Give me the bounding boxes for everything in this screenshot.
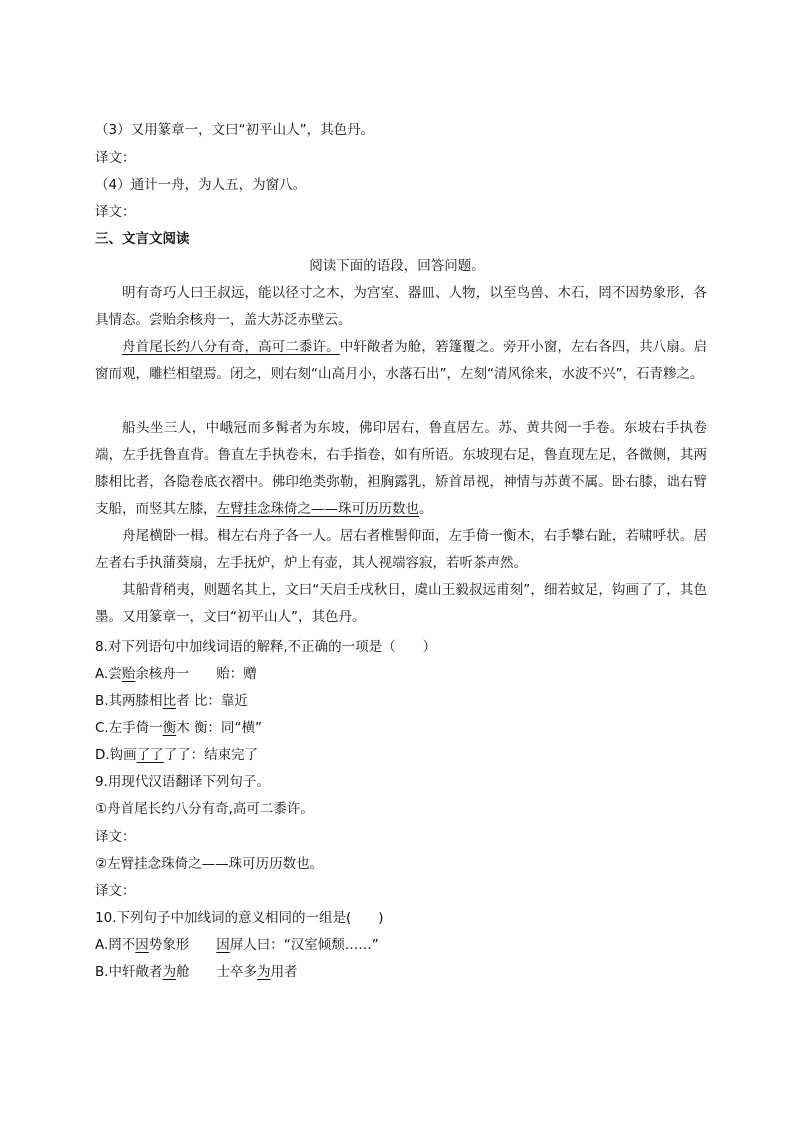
passage-paragraph-4: 舟尾横卧一楫。楫左右舟子各一人。居右者椎髻仰面，左手倚一衡木，右手攀右趾，若啸呼状。居左者右手执蒲葵扇，左手抚炉，炉上有壶，其人视端容寂，若听茶声然。 — [95, 528, 707, 571]
section-title: 三、文言文阅读 — [95, 231, 190, 247]
paragraph-text: 中轩敞者为舱，箬篷覆之。旁开小窗，左右各四，共八扇。启窗而观，雕栏相望焉。闭之，则右刻“山高月小，水落石出”，左刻“清风徐来，水波不兴”，石青糁之。 — [95, 339, 708, 382]
question-9-sentence-1: ①舟首尾长约八分有奇,高可二黍许。 — [95, 801, 314, 817]
question-8-option-d: D.钩画了了了了：结束完了 — [95, 747, 259, 763]
paragraph-text: 船头坐三人，中峨冠而多髯者为东坡，佛印居右，鲁直居左。苏、黄共阅一手卷。东坡右手执卷端，左手抚鲁直背。鲁直左手执卷末，右手指卷，如有所语。东坡现右足，鲁直现左足，各微侧，其两膝相比者，各隐卷底衣褶中。佛印绝类弥勒，袒胸露乳，矫首昂视，神情与苏黄不属。卧右膝，诎右臂支船，而竖其左膝， — [95, 420, 707, 517]
question-9-stem: 9.用现代汉语翻译下列句子。 — [95, 774, 270, 790]
passage-paragraph-1: 明有奇巧人曰王叔远，能以径寸之木，为宫室、器皿、人物，以至鸟兽、木石，罔不因势象形，各具情态。尝贻余核舟一，盖大苏泛赤壁云。 — [95, 285, 707, 328]
paragraph-text: 。 — [419, 501, 433, 517]
underlined-word: 比 — [162, 693, 177, 709]
underlined-word: 因 — [216, 937, 230, 953]
question-4-4-line: （4）通计一舟，为人五，为窗八。 — [95, 177, 307, 193]
underlined-sentence: 左臂挂念珠倚之——珠可历历数也 — [216, 501, 419, 517]
underlined-sentence: 舟首尾长约八分有奇，高可二黍许。 — [122, 339, 340, 355]
passage-paragraph-2 — [95, 334, 707, 388]
question-8-option-c: C.左手倚一衡木 衡：同“横” — [95, 720, 262, 736]
underlined-word: 贻 — [121, 666, 136, 682]
question-10-option-a: A.罔不因势象形 因屏人曰：“汉室倾颓……” — [95, 937, 379, 953]
translation-label: 译文： — [95, 883, 136, 899]
translation-label: 译文： — [95, 829, 136, 845]
question-8-stem: 8.对下列语句中加线词语的解释,不正确的一项是（ ） — [95, 639, 437, 655]
passage-paragraph-3 — [95, 415, 707, 523]
question-8-option-b: B.其两膝相比者 比：靠近 — [95, 693, 248, 709]
reading-instruction: 阅读下面的语段，回答问题。 — [309, 258, 485, 274]
underlined-word: 为 — [162, 964, 177, 980]
underlined-word: 为 — [257, 964, 271, 980]
question-9-sentence-2: ②左臂挂念珠倚之——珠可历历数也。 — [95, 856, 324, 872]
underlined-word: 衡 — [162, 720, 177, 736]
translation-label: 译文： — [95, 150, 136, 166]
question-4-3-line: （3）又用篆章一，文曰“初平山人”，其色丹。 — [95, 122, 375, 138]
question-8-option-a: A.尝贻余核舟一 贻：赠 — [95, 666, 257, 682]
translation-label: 译文： — [95, 204, 136, 220]
question-10-option-b: B.中轩敞者为舱 士卒多为用者 — [95, 964, 298, 980]
underlined-word: 了了 — [136, 747, 164, 763]
passage-paragraph-5: 其船背稍夷，则题名其上，文曰“天启壬戌秋日，虞山王毅叔远甫刻”，细若蚊足，钩画了了，其色墨。又用篆章一，文曰“初平山人”，其色丹。 — [95, 582, 707, 625]
question-10-stem: 10.下列句子中加线词的意义相同的一组是( ) — [95, 910, 384, 926]
underlined-word: 因 — [135, 937, 149, 953]
